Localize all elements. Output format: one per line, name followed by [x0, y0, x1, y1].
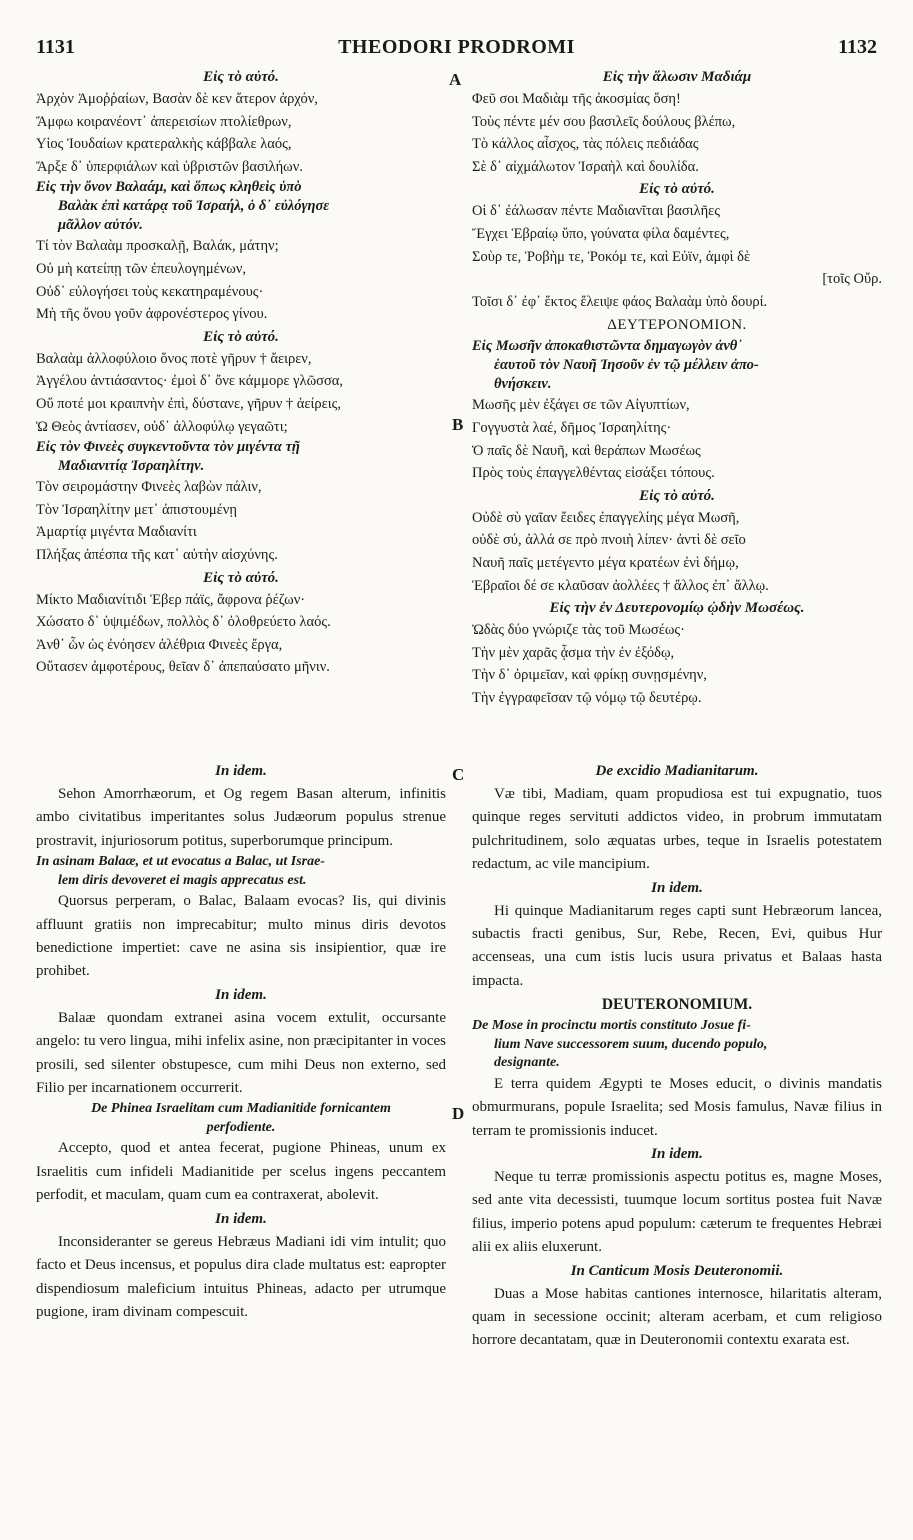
section-title: DEUTERONOMIUM.	[601, 996, 753, 1014]
verse-line: Ἁμαρτίᾳ μιγέντα Μαδιανίτι	[36, 524, 197, 541]
poem-subheading	[36, 178, 446, 235]
translation-heading: In idem.	[651, 879, 703, 896]
left-page-number: 1131	[36, 36, 75, 58]
verse-line: Τὸ κάλλος αἶσχος, τὰς πόλεις πεδιάδας	[472, 136, 699, 153]
translation-paragraph: Balaæ quondam extranei asina vocem extulit, occursante angelo: tu vero lingua, mihi infelix asine, non præcipitanter in voces prosili, sed silenter obstupesce, cum mihi Deus non externo, sed Filio per incarnationem occurrerit.	[36, 1009, 446, 1097]
verse-line: Φεῦ σοι Μαδιὰμ τῆς ἀκοσμίας ὅση!	[472, 91, 681, 107]
margin-marker-c: C	[452, 765, 465, 784]
verse-line: Ἄρξε δ᾽ ὑπερφιάλων καὶ ὑβριστῶν βασιλήων.	[36, 158, 303, 175]
translation-heading: De excidio Madianitarum.	[595, 763, 759, 779]
subheading-line: Βαλὰκ ἐπὶ κατάρᾳ τοῦ Ἰσραήλ, ὁ δ᾽ εὐλόγησε	[58, 198, 330, 215]
translation-heading: In idem.	[651, 1145, 703, 1162]
translation-paragraph: Neque tu terræ promissionis aspectu potitus es, magne Moses, sed ante vita decessisti, tuumque locum sortitus postea fuit Navæ filius, imperio potens apud populum: cæterum te frequentes Hebræi alii ex aliis eluxerunt.	[472, 1168, 882, 1256]
verse-line: Σοὺρ τε, Ῥοβὴμ τε, Ῥοκόμ τε, καὶ Εὐϊν, ἀμφὶ δὲ	[472, 248, 751, 265]
verse-line: Ναυῆ παῖς μετέγεντο μέγα κρατέων ἐνὶ δήμῳ,	[472, 554, 739, 571]
translation-heading: In idem.	[215, 1210, 267, 1227]
verse-line: Ἑβραῖοι δέ σε κλαῦσαν ἀολλέες † ἄλλος ἐπ᾽ ἄλλῳ.	[472, 577, 769, 594]
translation-paragraph: Væ tibi, Madiam, quam propudiosa est tui expugnatio, tuos quinque reges servituti addictos video, in probrum immutatam pulchritudinem, solo æquatas urbes, teque in Israelis potestatem redactum, ac vile mancipium.	[472, 786, 882, 873]
subheading-line: In asinam Balaæ, et ut evocatus a Balac, ut Israe-	[36, 854, 325, 870]
verse-line: Ἀγγέλου ἀντιάσαντος· ἐμοὶ δ᾽ ὄνε κάμμορε γλῶσσα,	[36, 373, 343, 390]
subheading-line: Μαδιανιτίᾳ Ἰσραηλίτην.	[58, 458, 205, 475]
verse-line: Πρὸς τοὺς ἐπαγγελθέντας εἰσάξει τόπους.	[472, 465, 715, 482]
translation-paragraph: Hi quinque Madianitarum reges capti sunt Hebræorum lancea, subactis fracti genibus, Sur, Rebe, Recen, Evi, quibus Hur accenseas, una cum istis lucis usura privatus et Balaas hasta impacta.	[472, 902, 882, 989]
verse-line: Οὔ ποτέ μοι κραιπνὴν ἐπὶ, δύστανε, γῆρυν † ἀείρεις,	[36, 395, 341, 412]
latin-left-column	[36, 760, 446, 1324]
verse-line: Οὐ μὴ κατείπῃ τῶν ἐπευλογημένων,	[36, 260, 247, 277]
verse-line: Τοῖσι δ᾽ ἐφ᾽ ἕκτος ἔλειψε φάος Βαλαὰμ ὑπὸ δουρί.	[472, 293, 768, 310]
translation-paragraph: Quorsus perperam, o Balac, Balaam evocas? Iis, qui divinis affluunt gratiis non imprecabitur; multo minus diris devotos benedictione impertiet: cave ne asina sis insipientior, quæ ire prohibet.	[36, 893, 446, 980]
poem-heading: Εἰς τὸ αὐτό.	[639, 487, 715, 504]
verse-line: Τί τὸν Βαλαὰμ προσκαλῇ, Βαλάκ, μάτην;	[36, 238, 279, 255]
margin-marker-b: B	[452, 415, 464, 434]
verse-line: Ἄμφω κοιρανέοντ᾽ ἀπερεισίων πτολίεθρων,	[36, 113, 292, 130]
subheading-line: ἑαυτοῦ τὸν Ναυῆ Ἰησοῦν ἐν τῷ μέλλειν ἀπο-	[494, 357, 759, 374]
translation-subheading	[36, 853, 446, 890]
verse-line: Ἔγχει Ἑβραίῳ ὕπο, γούνατα φίλα δαμέντες,	[472, 225, 730, 242]
translation-heading: In idem.	[215, 763, 267, 779]
subheading-line: De Mose in procinctu mortis constituto Josue fi-	[472, 1018, 751, 1034]
subheading-line: θνήσκειν.	[494, 376, 552, 393]
verse-line: Υἱος Ἰουδαίων κρατεραλκὴς κάββαλε λαός,	[36, 136, 292, 153]
verse-line: Τὴν ἐγγραφεῖσαν τῷ νόμῳ τῷ δευτέρῳ.	[472, 689, 702, 706]
margin-marker-a: A	[449, 70, 462, 89]
verse-line: Τοὺς πέντε μέν σου βασιλεῖς δούλους βλέπω,	[472, 113, 736, 130]
latin-right-column	[472, 760, 882, 1353]
poem-heading: Εἰς τὸ αὐτό.	[203, 569, 279, 586]
verse-line: Βαλαὰμ ἀλλοφύλοιο ὄνος ποτὲ γῆρυν † ἄειρεν,	[36, 350, 312, 367]
translation-paragraph: Inconsideranter se gereus Hebræus Madiani idi vim intulit; quo facto et Deus incensus, et populus dira clade multatus est: eapropter dispendiosum maleficium intuitus Phineas, adacto per utrumque pugione, iram divinam compescuit.	[36, 1233, 446, 1320]
poem-subheading	[36, 438, 446, 476]
verse-line: Τὸν Ἰσραηλίτην μετ᾽ ἀπιστουμένῃ	[36, 501, 237, 518]
margin-marker-d: D	[452, 1104, 465, 1123]
verse-line: Οὐδ᾽ εὐλογήσει τοὺς κεκατηραμένους·	[36, 283, 264, 300]
subheading-line: De Phinea Israelitam cum Madianitide fornicantem	[91, 1101, 391, 1117]
poem-heading: Εἰς τὴν ἅλωσιν Μαδιάμ	[602, 69, 752, 85]
verse-line: οὐδὲ σύ, ἀλλά σε πρὸ πνοιὴ λίπεν· ἀντὶ δὲ σεῖο	[472, 532, 746, 549]
subheading-line: Εἰς Μωσῆν ἀποκαθιστῶντα δημαγωγὸν ἀνθ᾽	[472, 338, 743, 355]
translation-heading: In Canticum Mosis Deuteronomii.	[570, 1262, 784, 1279]
subheading-line: Εἰς τὴν ὄνον Βαλαάμ, καὶ ὅπως κληθεὶς ὑπὸ	[36, 179, 302, 196]
poem-heading: Εἰς τὸ αὐτό.	[639, 181, 715, 198]
right-page-number: 1132	[838, 36, 877, 58]
translation-paragraph: Sehon Amorrhæorum, et Og regem Basan alterum, infinitis ambo civitatibus imperitantes solus Judæorum populus strenue prostravit, injuriosorum potitus, superborumque principum.	[36, 786, 446, 849]
verse-line: Χώσατο δ᾽ ὑψιμέδων, πολλὸς δ᾽ ὀλοθρεύετο λαός.	[36, 614, 331, 631]
poem-heading: Εἰς τὴν ἐν Δευτερονομίῳ ᾠδὴν Μωσέως.	[549, 600, 805, 617]
verse-line: Πλήξας ἀπέσπα τῆς κατ᾽ αὐτὴν αἰσχύνης.	[36, 546, 278, 563]
translation-paragraph: Accepto, quod et antea fecerat, pugione Phineas, unum ex Israelitis cum infideli Madianitide per scelus ingens peccantem perfodit, et maculam, quam cum ea contraxerat, abolevit.	[36, 1140, 446, 1204]
running-title: THEODORI PRODROMI	[338, 36, 575, 58]
verse-line: Οὐδὲ σὺ γαῖαν ἔειδες ἐπαγγελίης μέγα Μωσῆ,	[472, 509, 740, 526]
verse-line: Οἱ δ᾽ ἐάλωσαν πέντε Μαδιανῖται βασιλῆες	[472, 203, 721, 220]
translation-subheading	[472, 1017, 882, 1073]
verse-line: Μωσῆς μὲν ἐξάγει σε τῶν Αἰγυπτίων,	[472, 397, 690, 414]
verse-line: Μὴ τῆς ὄνου γοῦν ἀφρονέστερος γίνου.	[36, 306, 268, 323]
subheading-line: lium Nave successorem suum, ducendo populo,	[494, 1036, 768, 1052]
translation-paragraph: E terra quidem Ægypti te Moses educit, o divinis mandatis obmurmurans, popule Israelita; sed Mosis famulus, Navæ filius in terram te promissionis inducet.	[472, 1075, 882, 1139]
verse-line: Ἀνθ᾽ ὧν ὡς ἐνόησεν ἀλέθρια Φινεὲς ἔργα,	[36, 636, 283, 653]
verse-line: Τὴν δ᾽ ὀριμεῖαν, καὶ φρίκῃ συνῃσμένην,	[472, 667, 707, 684]
verse-line: Οὔτασεν ἀμφοτέρους, θεῖαν δ᾽ ἀπεπαύσατο μῆνιν.	[36, 659, 330, 676]
verse-line: Σὲ δ᾽ αἰχμάλωτον Ἰσραὴλ καὶ δουλίδα.	[472, 158, 699, 175]
subheading-line: perfodiente.	[206, 1119, 276, 1135]
section-title: ΔΕΥΤΕΡΟΝΟΜΙΟΝ.	[607, 317, 747, 334]
verse-line: Γογγυστὰ λαέ, δῆμος Ἰσραηλίτης·	[472, 419, 672, 436]
verse-line: Τὴν μὲν χαρᾶς ᾆσμα τὴν ἐν ἐξόδῳ,	[472, 644, 675, 661]
verse-line: Ἀρχὸν Ἀμοῤῥαίων, Βασὰν δὲ κεν ἄτερον ἀρχόν,	[36, 91, 318, 107]
verse-line: Ὁ παῖς δὲ Ναυῆ, καὶ θεράπων Μωσέως	[472, 442, 701, 459]
subheading-line: lem diris devoveret ei magis apprecatus est.	[58, 872, 307, 888]
verse-line: Μίκτο Μαδιανίτιδι Ἑβερ πάϊς, ἄφρονα ῥέζων·	[36, 591, 306, 608]
subheading-line: designante.	[494, 1055, 560, 1071]
subheading-line: μᾶλλον αὐτόν.	[58, 217, 143, 234]
verse-line: Ὠδὰς δύο γνώριζε τὰς τοῦ Μωσέως·	[472, 622, 685, 639]
verse-line: Ὡ Θεὸς ἀντίασεν, οὐδ᾽ ἀλλοφύλῳ γεγαῶτι;	[36, 418, 288, 435]
translation-heading: In idem.	[215, 986, 267, 1003]
translation-paragraph: Duas a Mose habitas cantiones internosce, hilaritatis alteram, quam in secessione occinit; alteram acerbam, et cum religioso horrore decantatam, quæ in Deuteronomii contextu exarata est.	[472, 1285, 882, 1349]
poem-heading: Εἰς τὸ αὐτό.	[203, 69, 279, 85]
greek-left-column	[36, 66, 446, 679]
verse-continuation: [τοῖς Οὔρ.	[822, 271, 882, 288]
subheading-line: Εἰς τὸν Φινεὲς συγκεντοῦντα τὸν μιγέντα τῇ	[36, 439, 300, 456]
translation-subheading	[36, 1100, 446, 1137]
greek-right-column	[472, 66, 882, 709]
verse-line: Τὸν σειρομάστην Φινεὲς λαβὼν πάλιν,	[36, 479, 262, 496]
poem-subheading	[472, 337, 882, 394]
poem-heading: Εἰς τὸ αὐτό.	[203, 328, 279, 345]
